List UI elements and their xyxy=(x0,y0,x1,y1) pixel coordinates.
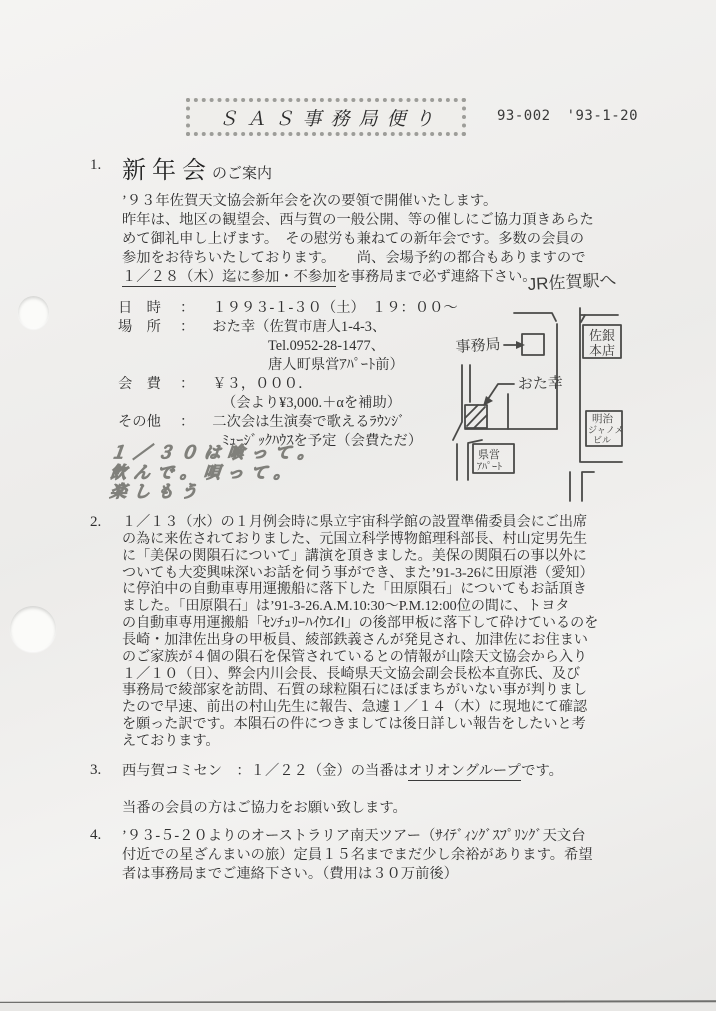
detail-value: ﾐｭｰｼﾞｯｸﾊｳｽを予定（会費ただ） xyxy=(222,433,423,449)
paragraph-line: に停泊中の自動車専用運搬船に落下した「田原隕石」についてもお話頂き xyxy=(122,581,587,598)
detail-label: その他 xyxy=(118,414,161,430)
map-svg xyxy=(440,272,710,502)
paragraph-line: 長崎・加津佐出身の甲板員、綾部鉄義さんが発見され、加津佐にお住まい xyxy=(122,631,588,648)
detail-colon: ： xyxy=(180,376,195,392)
slogan-line: 飲んで。唄って。 xyxy=(109,462,299,482)
section-3-number: 3. xyxy=(90,762,102,778)
detail-value: Tel.0952-28-1477、 xyxy=(268,338,385,354)
deadline-underline: １／２８（木）迄に参加・不参加 xyxy=(122,269,337,285)
section-1-number: 1. xyxy=(90,157,102,173)
detail-value: １９９３-１-３０（土） １９：００～ xyxy=(212,300,458,316)
punch-hole-bottom xyxy=(10,606,56,652)
detail-row-fee xyxy=(118,375,458,394)
paragraph-line: ついても大変興味深いお話を伺う事ができ、また’91-3-26に田原港（愛知） xyxy=(122,564,594,581)
section-2-number: 2. xyxy=(90,514,102,530)
office-building xyxy=(522,334,544,355)
newsletter-title: ＳＡＳ事務局便り xyxy=(218,108,443,130)
detail-label: 日 時 xyxy=(118,300,161,316)
detail-colon: ： xyxy=(180,319,195,335)
detail-continuation xyxy=(118,337,458,356)
paragraph-line: の自動車専用運搬船「ｾﾝﾁｭﾘｰﾊｲｳｴｲⅠ」の後部甲板に落下して砕けているのを xyxy=(122,615,599,632)
detail-continuation xyxy=(118,394,458,413)
duty-group-underline: オリオングループ xyxy=(407,763,522,779)
location-map xyxy=(440,272,710,502)
venue-building-hatch xyxy=(465,405,487,428)
office-arrowhead-icon xyxy=(516,341,525,349)
section-1-title xyxy=(122,150,272,185)
venue-arrow-icon xyxy=(488,384,514,399)
doc-date: '93-1-20 xyxy=(566,108,639,124)
detail-continuation xyxy=(118,356,458,375)
scanner-background xyxy=(0,1003,716,1011)
section-2-paragraph xyxy=(122,514,598,750)
section-1-title-suffix: のご案内 xyxy=(212,166,273,182)
paragraph-line: 付近での星ざんまいの旅）定員１５名までまだ少し余裕があります。希望 xyxy=(122,847,593,863)
punch-hole-top xyxy=(18,296,49,329)
duty-text-tail: です。 xyxy=(521,763,563,779)
section-4-paragraph xyxy=(122,827,593,884)
section-3-line xyxy=(122,762,563,781)
doc-number: 93-002 xyxy=(497,108,551,124)
paragraph-line: めて御礼申し上げます。 その慰労も兼ねての新年会です。多数の会員の xyxy=(122,231,584,247)
section-4-number: 4. xyxy=(90,827,102,843)
slogan-line: 楽しもう xyxy=(109,482,206,501)
paragraph-line: ’９３-５-２０よりのオーストラリア南天ツアー（ｻｲﾃﾞｨﾝｸﾞｽﾌﾟﾘﾝｸﾞ天文台 xyxy=(122,828,586,844)
paragraph-line: たので早速、前出の村山先生に報告、急遽１／１４（木）に現地にて確認 xyxy=(122,699,588,716)
slogan-line: １／３０は喰って。 xyxy=(109,443,323,462)
office-label: 事務局 xyxy=(455,335,502,356)
paragraph-line-tail: を事務局まで必ず連絡下さい。 xyxy=(336,269,537,285)
detail-row-datetime xyxy=(118,299,458,318)
paragraph-line: の為に来佐されておりました、元国立科学博物館理科部長、村山定男先生 xyxy=(122,530,588,547)
detail-value: ￥３，０００． xyxy=(212,376,313,392)
paragraph-line: のご家族が４個の隕石を保管されているとの情報が山陰天文協会から入り xyxy=(122,648,588,665)
paragraph-line: ました。「田原隕石」は’91-3-26.A.M.10:30～P.M.12:00位の間に、トヨタ xyxy=(122,598,570,615)
detail-label: 会 費 xyxy=(118,376,161,392)
detail-row-place xyxy=(118,318,458,337)
paragraph-line: １／１０（日）、弊会内川会長、長崎県天文協会副会長松本直弥氏、及び xyxy=(122,665,581,682)
paragraph-line: 者は事務局までご連絡下さい。（費用は３０万前後） xyxy=(122,866,458,882)
venue-label: おた幸 xyxy=(517,374,564,393)
duty-text: 西与賀コミセン ：１／２２（金）の当番は xyxy=(122,763,408,779)
event-details-list xyxy=(118,299,458,451)
apartment-label: 県営 ｱﾊﾟｰﾄ xyxy=(477,449,502,473)
road-line xyxy=(581,315,585,322)
newsletter-title-box xyxy=(186,98,466,136)
paragraph-line: 事務局で綾部家を訪問、石質の球粒隕石にほぼまちがいない事が判りまし xyxy=(122,682,588,699)
detail-value: おた幸（佐賀市唐人1-4-3、 xyxy=(212,319,387,335)
bank-label: 佐銀 本店 xyxy=(589,328,616,358)
paragraph-line: ’９３年佐賀天文協会新年会を次の要領で開催いたします。 xyxy=(122,193,498,209)
detail-label: 場 所 xyxy=(118,319,161,335)
detail-value: （会より¥3,000.＋αを補助） xyxy=(222,395,402,411)
doc-meta xyxy=(497,108,638,124)
paragraph-line: を願った訳です。本隕石の件につきましては後日詳しい報告をしたいと考 xyxy=(122,716,586,733)
road-line xyxy=(514,313,556,321)
detail-value: 二次会は生演奏で歌えるﾗｳﾝｼﾞ xyxy=(212,414,406,430)
detail-colon: ： xyxy=(180,300,195,316)
detail-colon: ： xyxy=(180,414,195,430)
station-label: JR佐賀駅へ xyxy=(527,272,617,294)
road-line xyxy=(582,472,594,501)
paragraph-line: に「美保の関隕石について」講演を頂きました。美保の関隕石の事以外に xyxy=(122,547,587,564)
paragraph-line: １／１３（水）の１月例会時に県立宇宙科学館の設置準備委員会にご出席 xyxy=(122,514,588,530)
road-line xyxy=(453,365,462,440)
paragraph-line: 昨年は、地区の観望会、西与賀の一般公開、等の催しにご協力頂きあらた xyxy=(122,212,594,228)
party-slogan xyxy=(110,443,321,502)
paragraph-line: えております。 xyxy=(122,732,220,749)
detail-value: 唐人町県営ｱﾊﾟｰﾄ前） xyxy=(268,357,404,373)
section-3-line2: 当番の会員の方はご協力をお願い致します。 xyxy=(122,800,407,816)
meiji-building-label: 明治 ジャノメ ビル xyxy=(588,413,624,445)
section-1-title-main: 新年会 xyxy=(122,158,212,184)
detail-row-other xyxy=(118,413,458,432)
paragraph-line: 参加をお待ちいたしております。 尚、会場予約の都合もありますので xyxy=(122,250,586,266)
